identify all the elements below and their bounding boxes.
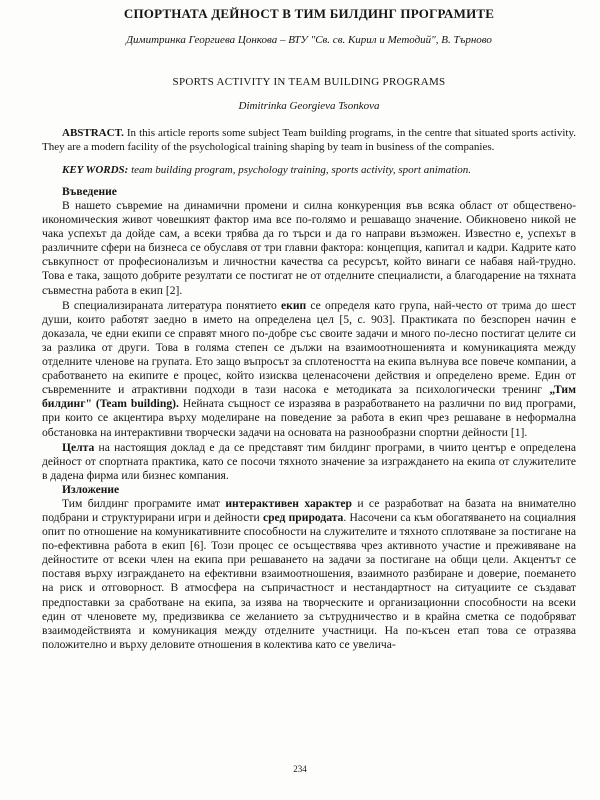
intro-paragraph-1: В нашето съвремие на динамични промени и силна конкуренция във всяка област от обществено-икономическия живот човешкият фактор има все по-голямо и решаващо значение. Обикновено никой не чака успехът да дойде сам, а всеки трябва да го търси и да го направи възможен. Известно е, успехът в различните сфери на бизнеса се обуславя от три главни фактора: концепция, капитал и кадри. Кадрите като съвкупност от професионализъм и личностни качества са ресурсът, който винаги се набавя най-трудно. Това е така, защото добрите резултати се постигат не от отделните специалисти, а благодарение на тяхната съвместна работа в екип [2]. <box>42 199 576 297</box>
abstract-text: In this article reports some subject Team building programs, in the centre that situated sports activity. They are a modern facility of the psychological training shaping by team in business of the companies. <box>42 127 576 153</box>
body-paragraph-1 <box>42 497 576 652</box>
abstract <box>42 126 576 154</box>
english-author: Dimitrinka Georgieva Tsonkova <box>238 100 380 112</box>
term-team-building: „Тим билдинг" (Team building). <box>42 383 576 411</box>
intro-p2-part-e: Нейната същност се изразява в разработването на различни по вид програми, при които се акцентира върху моделиране на поведение за работа в екип чрез решаване в неформална обстановка на интерактивни творчески задачи на основата на разнообразни спортни дейности [1]. <box>42 397 576 439</box>
term-ekip: екип <box>281 298 307 312</box>
intro-p3-part-b: на настоящия доклад е да се представят тим билдинг програми, в чиито център е определена дейност от спортната практика, като се посочи тяхното значение за изграждането на екипа от служителите в дадена фирма или бизнес компания. <box>42 440 576 482</box>
intro-p2-part-c: се определя като група, най-често от трима до шест души, които работят заедно в името на определена цел [5, с. 903]. Практиката по безспорен начин е доказала, че едни екипи се справят много по-добре със своите задачи и много по-лесно постигат целите си за разлика от други. Това в голяма степен се дължи на взаимоотношенията и комуникацията между отделните членове на групата. Ето защо въпросът за сплотеността на екипа вълнува все повече компании, а сработването на екипите е процес, който изисква целенасочени действия и определено време. Един от съвременните и атрактивни подходи в тази насока е методиката за психологически тренинг <box>42 298 576 397</box>
english-title: SPORTS ACTIVITY IN TEAM BUILDING PROGRAMS <box>172 76 446 88</box>
body-p1-part-e: . Насочени са към обогатяването на социалния опит по отношение на комуникативните способности на служителите и тяхното сплотяване за постигане на по-ефективна работа в екип [6]. Този процес се осъществява чрез активното участие и преживяване на дейностите от всеки член на екипа при решаването на задачи за постигане на общи цели. Акцентът се поставя върху изграждането на ефективни взаимоотношения, взаимното разбиране и доверие, поемането на риск и отговорност. В атмосфера на съпричастност и нестандартност на ситуациите се създават предпоставки за сработване на екипа, за изява на творческите и организационни способности на всеки един от членовете му, предизвиква се желанието за сътрудничество и в крайна сметка се подобряват взаимодействията и комуникация между отделните участници. На по-късен етап това се отразява положително и върху деловите отношения в колектива като се увелича- <box>42 510 576 651</box>
bulgarian-author-line: Димитринка Георгиева Цонкова – ВТУ "Св. св. Кирил и Методий", В. Търново <box>126 34 492 46</box>
intro-paragraph-3 <box>42 441 576 483</box>
term-interactive: интерактивен характер <box>225 496 352 510</box>
body-heading: Изложение <box>62 483 120 496</box>
keywords <box>42 164 576 176</box>
term-aim: Целта <box>62 440 95 454</box>
intro-heading: Въведение <box>62 186 117 198</box>
keywords-text: team building program, psychology training, sports activity, sport animation. <box>128 164 472 176</box>
intro-p2-part-a: В специализираната литература понятието <box>62 298 281 312</box>
bulgarian-title: СПОРТНАТА ДЕЙНОСТ В ТИМ БИЛДИНГ ПРОГРАМИТЕ <box>123 6 495 21</box>
abstract-label: ABSTRACT. <box>62 127 124 139</box>
keywords-label: KEY WORDS: <box>62 164 129 176</box>
term-nature: сред природата <box>262 510 344 524</box>
body-p1-part-a: Тим билдинг програмите имат <box>62 496 226 510</box>
intro-paragraph-2 <box>42 299 576 440</box>
page-number: 234 <box>293 764 307 774</box>
body-p1-part-c: и се разработват на базата на внимателно подбрани и структурирани игри и дейности <box>42 496 576 524</box>
